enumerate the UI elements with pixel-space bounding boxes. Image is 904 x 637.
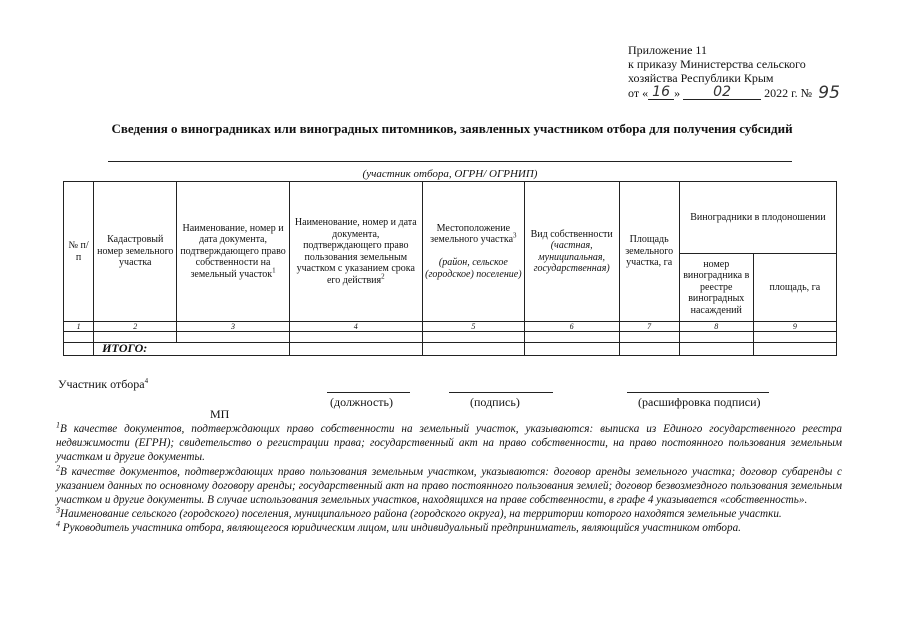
document-title: Сведения о виноградниках или виноградных питомников, заявленных участником отбора для получения субсидий <box>111 121 793 136</box>
footnote-ref-4: 4 <box>144 377 149 385</box>
footnote-mark: 2 <box>56 462 60 472</box>
appendix-line-2: к приказу Министерства сельского <box>628 57 806 71</box>
header-row-1 <box>64 182 837 254</box>
column-number: 9 <box>753 322 836 332</box>
footnote-ref-1: 1 <box>272 266 276 275</box>
column-number: 8 <box>679 322 753 332</box>
footnote-text: В качестве документов, подтверждающих право пользования земельным участком, указываются: договор аренды земельного участка; договор субаренды с указанием данных по основному договору аренды; государственный акт на право постоянного пользования землей; договор безвозмездного пользования земельным участком и другие документы. В случае использования земельных участков, находящихся на праве собственности, в графе 4 указывается «собственность». <box>56 465 842 507</box>
header-location-note: (район, сельское (городское) поселение) <box>425 257 522 280</box>
footnote-3 <box>56 507 842 521</box>
position-caption: (должность) <box>330 395 393 409</box>
date-month: 02 <box>713 84 731 100</box>
date-month-field <box>683 85 761 100</box>
participant-label <box>58 377 148 392</box>
header-usage-doc-text: Наименование, номер и дата документа, подтверждающего право пользования земельным участком с указанием срока его действия <box>294 217 417 286</box>
header-group-vineyards: Виноградники в плодоношении <box>679 182 836 254</box>
table-cell <box>753 332 836 343</box>
total-label: ИТОГО: <box>94 343 290 356</box>
table-cell <box>422 332 524 343</box>
signature-caption: (подпись) <box>470 395 520 409</box>
appendix-line-3: хозяйства Республики Крым <box>628 71 774 85</box>
column-number: 4 <box>289 322 422 332</box>
column-number: 3 <box>177 322 289 332</box>
table-cell <box>679 332 753 343</box>
participant-caption: (участник отбора, ОГРН/ ОГРНИП) <box>362 168 538 180</box>
table-cell <box>422 343 524 356</box>
footnotes <box>56 422 842 536</box>
header-area: Площадь земельного участка, га <box>619 182 679 322</box>
table-cell <box>524 343 619 356</box>
table-cell <box>619 332 679 343</box>
table-cell <box>524 332 619 343</box>
date-day: 16 <box>652 84 670 100</box>
footnote-text: Наименование сельского (городского) поселения, муниципального района (городского округа), на территории которого находятся земельные участки. <box>60 508 782 521</box>
column-number: 5 <box>422 322 524 332</box>
signature-line <box>449 392 553 393</box>
table-cell <box>619 343 679 356</box>
table-cell <box>64 332 94 343</box>
appendix-date-line <box>628 83 843 103</box>
column-number: 6 <box>524 322 619 332</box>
header-ownership-type <box>524 182 619 322</box>
date-prefix: от « <box>628 86 649 100</box>
column-number: 2 <box>94 322 177 332</box>
header-cadastral: Кадастровый номер земельного участка <box>94 182 177 322</box>
footnote-mark: 1 <box>56 420 60 430</box>
table-row <box>64 332 837 343</box>
table-cell <box>753 343 836 356</box>
order-number: 95 <box>818 83 840 103</box>
footnote-text: В качестве документов, подтверждающих право собственности на земельный участок, указываются: выписка из Единого государственного реестра недвижимости (ЕГРН); свидетельство о регистрации права; государственный акт на право собственности, на право постоянного пользования земельным участкам и другие документы. <box>56 423 842 464</box>
header-ownership-doc-text: Наименование, номер и дата документа, подтверждающего право собственности на земельный участок <box>180 222 286 280</box>
position-line <box>327 392 410 393</box>
stamp-placeholder: МП <box>210 407 230 421</box>
footnote-mark: 4 <box>56 519 60 529</box>
order-number-field <box>815 83 843 103</box>
total-row <box>64 343 837 356</box>
appendix-header <box>628 43 843 103</box>
header-ownership-type-text: Вид собственности <box>530 228 613 240</box>
decoding-line <box>627 392 769 393</box>
header-num: № п/п <box>64 182 94 322</box>
table-cell <box>679 343 753 356</box>
column-numbers-row <box>64 322 837 332</box>
footnote-2 <box>56 462 842 508</box>
date-month-sep: » <box>674 86 681 100</box>
footnote-4 <box>56 521 842 535</box>
header-vineyard-area: площадь, га <box>753 254 836 322</box>
footnote-ref-3: 3 <box>513 231 517 240</box>
date-year: 2022 г. № <box>764 86 813 100</box>
footnote-1 <box>56 422 842 465</box>
footnote-text: Руководитель участника отбора, являющегося юридическим лицом, или индивидуальный предприниматель, являющийся участником отбора. <box>60 522 741 535</box>
table-cell <box>177 332 289 343</box>
header-location-text: Местоположение земельного участка <box>430 222 514 246</box>
appendix-line-1: Приложение 11 <box>628 43 707 57</box>
footnote-ref-2: 2 <box>381 272 385 281</box>
table-cell <box>289 343 422 356</box>
date-day-field <box>648 85 674 100</box>
header-location <box>422 182 524 322</box>
decoding-caption: (расшифровка подписи) <box>638 395 761 409</box>
participant-label-text: Участник отбора <box>58 377 145 391</box>
column-number: 1 <box>64 322 94 332</box>
vineyard-table <box>63 181 837 356</box>
table-cell <box>289 332 422 343</box>
header-vineyard-number: номер виноградника в реестре виноградных насаждений <box>679 254 753 322</box>
header-ownership-type-note: (частная, муниципальная, государственная) <box>533 240 610 274</box>
header-usage-doc <box>289 182 422 322</box>
table-cell <box>64 343 94 356</box>
column-number: 7 <box>619 322 679 332</box>
header-ownership-doc <box>177 182 289 322</box>
participant-line <box>108 161 792 162</box>
footnote-mark: 3 <box>56 505 60 515</box>
